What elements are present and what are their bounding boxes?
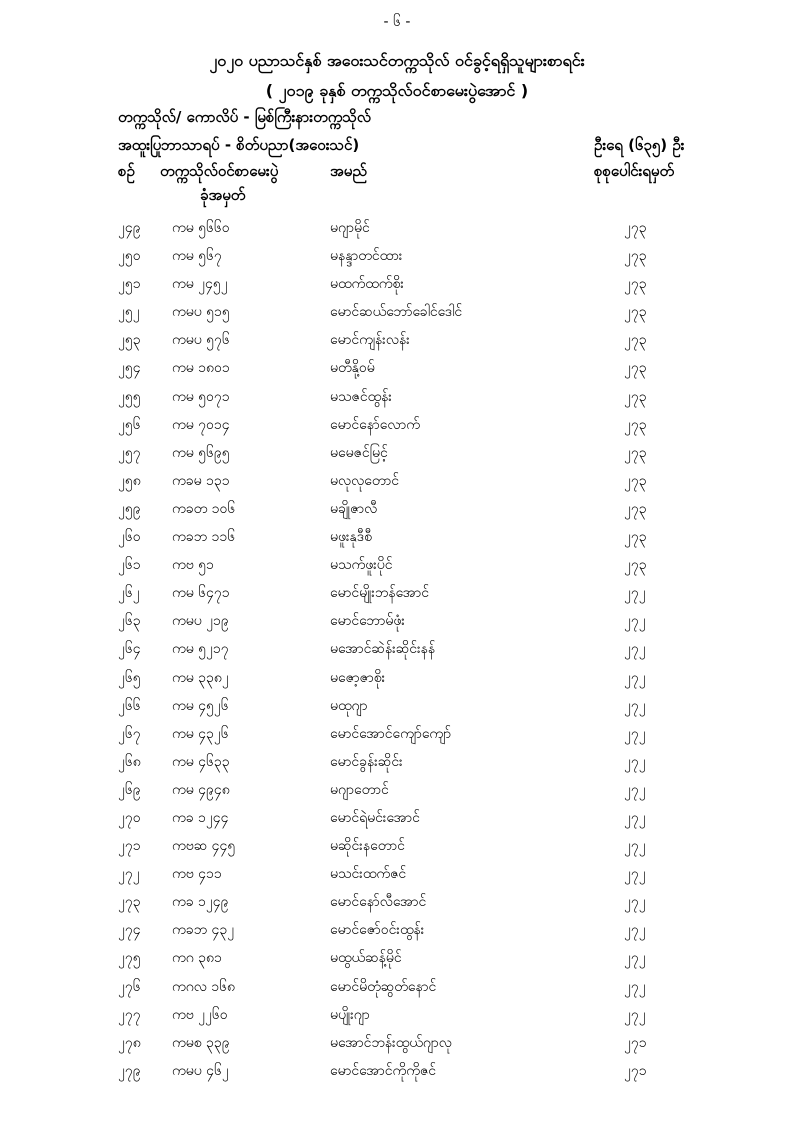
roll-number: ကဗ ၂၂၆၀ <box>172 1006 228 1023</box>
student-name: မောင်နော်လောက် <box>330 416 420 433</box>
student-name: မောင်ကျန်းလန်း <box>330 332 410 349</box>
row-number: ၂၇၄ <box>118 922 141 939</box>
row-number: ၂၅၅ <box>118 388 141 405</box>
roll-number: ကမ ၄၉၄၈ <box>172 781 230 798</box>
table-row <box>0 499 794 527</box>
student-name: မဂျာမိုင် <box>330 220 370 236</box>
student-name: မပျိုးဂျာ <box>330 1006 370 1023</box>
roll-number: ကမပ ၅၇၆ <box>172 332 230 349</box>
row-number: ၂၆၃ <box>118 613 141 630</box>
table-row <box>0 443 794 471</box>
total-score: ၂၇၁ <box>624 1034 647 1051</box>
table-row <box>0 415 794 443</box>
student-name: မောင်မျိုးဘန်အောင် <box>330 585 430 602</box>
total-score: ၂၇၂ <box>624 697 646 714</box>
roll-number: ကမ ၁၈၀၁ <box>172 360 230 377</box>
table-row <box>0 808 794 836</box>
table-row <box>0 724 794 752</box>
column-header-no: စဉ် <box>118 162 135 180</box>
total-score: ၂၇၂ <box>624 838 646 855</box>
student-name: မတီနို့ဝမ် <box>330 360 375 377</box>
student-name: မအောင်ဆဲန်းဆိုင်းနန် <box>330 641 436 658</box>
total-score: ၂၇၃ <box>624 248 647 265</box>
column-header-score: စုစုပေါင်းရမှတ် <box>594 162 675 180</box>
student-name: မောင်ရဲမင်းအောင် <box>330 809 420 826</box>
total-score: ၂၇၃ <box>624 500 647 517</box>
row-number: ၂၅၄ <box>118 360 141 377</box>
total-score: ၂၇၂ <box>624 866 646 883</box>
table-row <box>0 1061 794 1089</box>
roll-number: ကခမ ၁၃၁ <box>172 472 230 489</box>
roll-number: ကမ ၆၄၇၁ <box>172 585 230 602</box>
table-row <box>0 696 794 724</box>
row-number: ၂၆၈ <box>118 753 141 770</box>
student-name: မသင်းထက်ဇင် <box>330 866 407 883</box>
table-row <box>0 780 794 808</box>
total-score: ၂၇၃ <box>624 360 647 377</box>
table-row <box>0 977 794 1005</box>
roll-number: ကမ ၇၀၁၄ <box>172 416 230 433</box>
row-number: ၂၆၇ <box>118 725 141 742</box>
page-number: - ၆ - <box>383 14 411 30</box>
row-number: ၂၇၇ <box>118 1006 141 1023</box>
column-header-roll-line2: ခုံအမှတ် <box>200 186 246 204</box>
table-row <box>0 527 794 555</box>
table-row <box>0 948 794 976</box>
roll-number: ကမ ၅၀၇၁ <box>172 388 230 405</box>
total-score: ၂၇၂ <box>624 978 646 995</box>
total-score: ၂၇၃ <box>624 557 647 574</box>
table-row <box>0 920 794 948</box>
student-name: မဆိုင်းနတောင် <box>330 838 405 855</box>
row-number: ၂၆၂ <box>118 585 140 602</box>
student-name: မနန္ဒာတင်ထား <box>330 248 403 265</box>
row-number: ၂၇၆ <box>118 978 141 995</box>
roll-number: ကခ ၁၂၄၄ <box>172 809 229 826</box>
row-number: ၂၆၄ <box>118 641 141 658</box>
row-number: ၂၆၁ <box>118 557 141 574</box>
roll-number: ကခတ ၁၀၆ <box>172 500 236 517</box>
total-score: ၂၇၃ <box>624 332 647 349</box>
table-row <box>0 302 794 330</box>
student-name: မဖူးနုဒီစီ <box>330 529 372 546</box>
student-name: မထုဂျာ <box>330 697 368 714</box>
total-score: ၂၇၂ <box>624 725 646 742</box>
results-list <box>0 218 794 1089</box>
total-score: ၂၇၃ <box>624 444 647 461</box>
table-row <box>0 752 794 780</box>
student-name: မောင်မိတုံဆွတ်နောင် <box>330 978 437 995</box>
student-name: မဇော့ဇာစိုး <box>330 669 386 686</box>
table-row <box>0 583 794 611</box>
roll-number: ကဂ ၃၈၁ <box>172 950 222 967</box>
total-score: ၂၇၂ <box>624 1006 646 1023</box>
major-label: အထူးပြုဘာသာရပ် - စိတ်ပညာ(အဝေးသင်) <box>118 136 360 154</box>
student-name: မောင်ခွန်းဆိုင်း <box>330 753 403 770</box>
roll-number: ကမ ၅၆၆၀ <box>172 220 230 236</box>
row-number: ၂၅၂ <box>118 304 140 321</box>
total-score: ၂၇၂ <box>624 669 646 686</box>
total-score: ၂၇၃ <box>624 220 647 236</box>
table-row <box>0 471 794 499</box>
roll-number: ကမ ၂၄၅၂ <box>172 276 228 293</box>
roll-number: ကမပ ၂၁၉ <box>172 613 229 630</box>
roll-number: ကမစ ၃၃၉ <box>172 1034 230 1051</box>
student-name: မောင်ဆယ်ဘော်ခေါင်ဒေါင် <box>330 304 463 321</box>
roll-number: ကဗ ၄၁၁ <box>172 866 222 883</box>
table-row <box>0 387 794 415</box>
student-name: မသက်ဖူးပိုင် <box>330 557 393 574</box>
table-row <box>0 1033 794 1061</box>
total-score: ၂၇၂ <box>624 613 646 630</box>
table-row <box>0 218 794 246</box>
total-score: ၂၇၂ <box>624 753 646 770</box>
table-row <box>0 555 794 583</box>
roll-number: ကမ ၄၃၂၆ <box>172 725 229 742</box>
total-score: ၂၇၃ <box>624 529 647 546</box>
student-name: မောင်အောင်ကျော်ကျော် <box>330 725 452 742</box>
document-subtitle: ( ၂၀၁၉ ခုနှစ် တက္ကသိုလ်ဝင်စာမေးပွဲအောင် ) <box>265 81 529 100</box>
table-row <box>0 274 794 302</box>
row-number: ၂၆၆ <box>118 697 141 714</box>
roll-number: ကမ ၃၃၈၂ <box>172 669 229 686</box>
total-count: ဦးရေ (၆၃၅) ဦး <box>594 136 685 154</box>
student-name: မချိုဇာလီ <box>330 500 378 517</box>
table-row <box>0 892 794 920</box>
student-name: မမေဇင်မြင့် <box>330 444 388 461</box>
roll-number: ကမပ ၅၁၅ <box>172 304 230 321</box>
table-row <box>0 668 794 696</box>
table-row <box>0 836 794 864</box>
row-number: ၂၅၆ <box>118 416 141 433</box>
row-number: ၂၇၃ <box>118 894 141 911</box>
row-number: ၂၅၃ <box>118 332 141 349</box>
row-number: ၂၅၇ <box>118 444 141 461</box>
roll-number: ကမ ၄၆၃၃ <box>172 753 230 770</box>
total-score: ၂၇၂ <box>624 641 646 658</box>
row-number: ၂၅၀ <box>118 248 141 265</box>
student-name: မောင်အောင်ကိုကိုဇင် <box>330 1062 437 1079</box>
student-name: မောင်နော်လီအောင် <box>330 894 427 911</box>
student-name: မအောင်ဘန်းထွယ်ဂျာလု <box>330 1034 452 1051</box>
row-number: ၂၅၈ <box>118 472 141 489</box>
total-score: ၂၇၂ <box>624 585 646 602</box>
roll-number: ကခဘ ၁၁၆ <box>172 529 236 546</box>
total-score: ၂၇၃ <box>624 304 647 321</box>
row-number: ၂၆၀ <box>118 529 141 546</box>
university-label: တက္ကသိုလ်/ ကောလိပ် - မြစ်ကြီးနားတက္ကသိုလ် <box>118 108 371 126</box>
total-score: ၂၇၃ <box>624 276 647 293</box>
student-name: မောင်ဇော်ဝင်းထွန်း <box>330 922 425 939</box>
column-header-roll: တက္ကသိုလ်ဝင်စာမေးပွဲ <box>160 162 279 180</box>
roll-number: ကဂလ ၁၆၈ <box>172 978 236 995</box>
student-name: မဂျာတောင် <box>330 781 389 798</box>
table-row <box>0 864 794 892</box>
total-score: ၂၇၁ <box>624 1062 647 1079</box>
table-row <box>0 330 794 358</box>
total-score: ၂၇၃ <box>624 388 647 405</box>
roll-number: ကမ ၅၆၇ <box>172 248 222 265</box>
student-name: မသဇင်ထွန်း <box>330 388 392 405</box>
roll-number: ကမပ ၄၆၂ <box>172 1062 229 1079</box>
row-number: ၂၇၈ <box>118 1034 141 1051</box>
student-name: မောင်ဘောမ်ဖုံး <box>330 613 405 630</box>
row-number: ၂၇၅ <box>118 950 141 967</box>
row-number: ၂၇၂ <box>118 866 140 883</box>
table-row <box>0 246 794 274</box>
row-number: ၂၄၉ <box>118 220 141 236</box>
row-number: ၂၅၁ <box>118 276 141 293</box>
roll-number: ကဗ ၅၁ <box>172 557 214 574</box>
table-row <box>0 611 794 639</box>
roll-number: ကခ ၁၂၄၉ <box>172 894 229 911</box>
row-number: ၂၇၁ <box>118 838 141 855</box>
total-score: ၂၇၃ <box>624 472 647 489</box>
student-name: မလုလုတောင် <box>330 472 400 489</box>
total-score: ၂၇၂ <box>624 809 646 826</box>
column-header-name: အမည် <box>330 162 367 180</box>
roll-number: ကမ ၄၅၂၆ <box>172 697 229 714</box>
table-row <box>0 639 794 667</box>
roll-number: ကဗဆ ၄၄၅ <box>172 838 236 855</box>
row-number: ၂၅၉ <box>118 500 141 517</box>
row-number: ၂၇၉ <box>118 1062 141 1079</box>
document-title: ၂၀၂၀ ပညာသင်နှစ် အဝေးသင်တက္ကသိုလ် ဝင်ခွင့်ရရှိသူများစာရင်း <box>209 51 585 70</box>
total-score: ၂၇၃ <box>624 416 647 433</box>
total-score: ၂၇၂ <box>624 950 646 967</box>
roll-number: ကမ ၅၂၁၇ <box>172 641 229 658</box>
roll-number: ကမ ၅၆၉၅ <box>172 444 230 461</box>
total-score: ၂၇၂ <box>624 922 646 939</box>
roll-number: ကခဘ ၄၃၂ <box>172 922 235 939</box>
total-score: ၂၇၂ <box>624 894 646 911</box>
row-number: ၂၆၉ <box>118 781 141 798</box>
student-name: မထွယ်ဆန့်မိုင် <box>330 950 402 967</box>
table-row <box>0 1005 794 1033</box>
row-number: ၂၇၀ <box>118 809 141 826</box>
row-number: ၂၆၅ <box>118 669 141 686</box>
student-name: မထက်ထက်စိုး <box>330 276 404 293</box>
total-score: ၂၇၂ <box>624 781 646 798</box>
table-row <box>0 358 794 386</box>
